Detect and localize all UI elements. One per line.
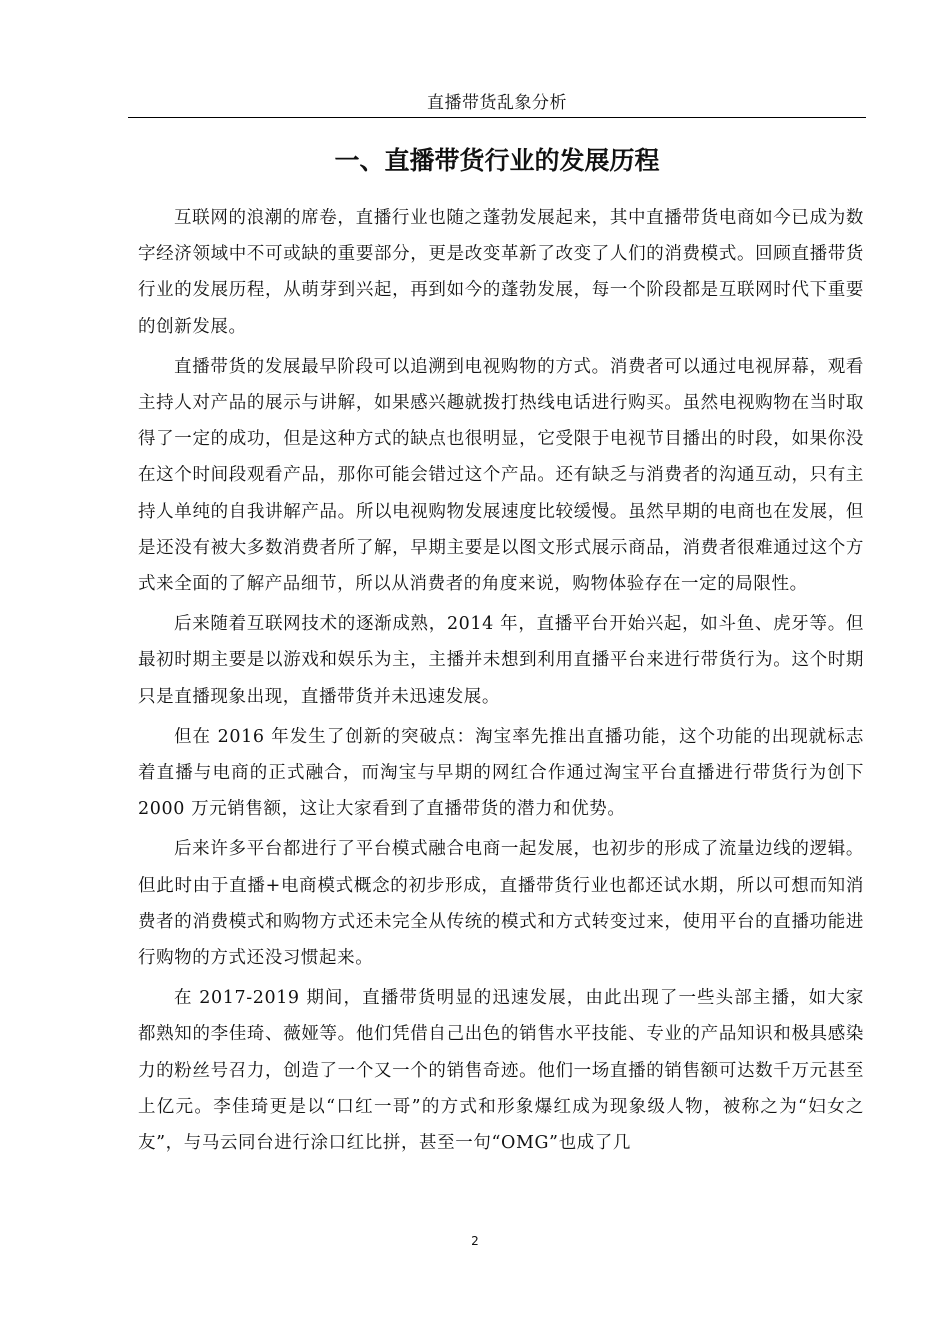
running-header: 直播带货乱象分析 <box>427 93 567 113</box>
paragraph: 但在 2016 年发生了创新的突破点：淘宝率先推出直播功能，这个功能的出现就标志着直播与电商的正式融合，而淘宝与早期的网红合作通过淘宝平台直播进行带货行为创下 2000 万元销售额，这让大家看到了直播带货的潜力和优势。 <box>138 726 864 820</box>
section-title: 一、直播带货行业的发展历程 <box>334 146 660 175</box>
page-number: 2 <box>471 1234 479 1248</box>
body-text <box>138 200 864 1165</box>
paragraph: 在 2017-2019 期间，直播带货明显的迅速发展，由此出现了一些头部主播，如大家都熟知的李佳琦、薇娅等。他们凭借自己出色的销售水平技能、专业的产品知识和极具感染力的粉丝号召力，创造了一个又一个的销售奇迹。他们一场直播的销售额可达数千万元甚至上亿元。李佳琦更是以“口红一哥”的方式和形象爆红成为现象级人物，被称之为“妇女之友”，与马云同台进行涂口红比拼，甚至一句“OMG”也成了几 <box>138 988 864 1154</box>
paragraph: 互联网的浪潮的席卷，直播行业也随之蓬勃发展起来，其中直播带货电商如今已成为数字经济领域中不可或缺的重要部分，更是改变革新了改变了人们的消费模式。回顾直播带货行业的发展历程，从萌芽到兴起，再到如今的蓬勃发展，每一个阶段都是互联网时代下重要的创新发展。 <box>138 208 864 337</box>
paragraph: 后来许多平台都进行了平台模式融合电商一起发展，也初步的形成了流量边线的逻辑。但此时由于直播+电商模式概念的初步形成，直播带货行业也都还试水期，所以可想而知消费者的消费模式和购物方式还未完全从传统的模式和方式转变过来，使用平台的直播功能进行购物的方式还没习惯起来。 <box>138 839 864 969</box>
header-divider <box>128 117 866 118</box>
paragraph: 直播带货的发展最早阶段可以追溯到电视购物的方式。消费者可以通过电视屏幕，观看主持人对产品的展示与讲解，如果感兴趣就拨打热线电话进行购买。虽然电视购物在当时取得了一定的成功，但是这种方式的缺点也很明显，它受限于电视节目播出的时段，如果你没在这个时间段观看产品，那你可能会错过这个产品。还有缺乏与消费者的沟通互动，只有主持人单纯的自我讲解产品。所以电视购物发展速度比较缓慢。虽然早期的电商也在发展，但是还没有被大多数消费者所了解，早期主要是以图文形式展示商品，消费者很难通过这个方式来全面的了解产品细节，所以从消费者的角度来说，购物体验存在一定的局限性。 <box>138 356 864 595</box>
paragraph: 后来随着互联网技术的逐渐成熟，2014 年，直播平台开始兴起，如斗鱼、虎牙等。但最初时期主要是以游戏和娱乐为主，主播并未想到利用直播平台来进行带货行为。这个时期只是直播现象出现，直播带货并未迅速发展。 <box>138 614 864 707</box>
